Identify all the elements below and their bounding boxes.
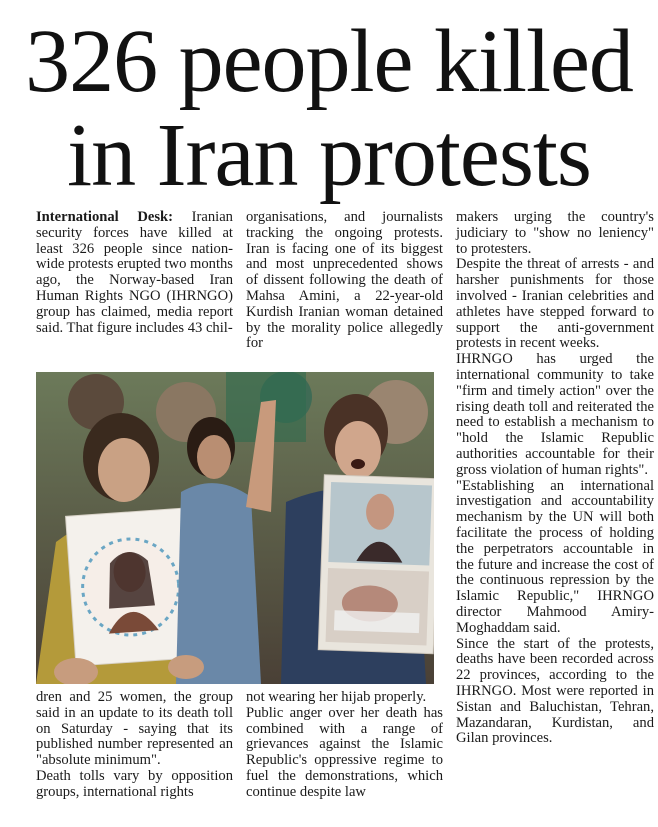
article-column-1-top bbox=[36, 210, 233, 370]
article-paragraph: dren and 25 women, the group said in an update to its death toll on Saturday - saying that its published number represented an "absolute minimum". bbox=[36, 689, 233, 769]
lead-text: Iranian security forces have killed at least 326 people since nation-wide protests erupted two months ago, the Norway-based Iran Human Rights NGO (IHRNGO) group has claimed, media report said. That figure includes 43 chil- bbox=[36, 209, 233, 336]
headline-line-1: 326 people killed bbox=[25, 12, 633, 111]
protest-photo bbox=[36, 372, 434, 684]
article-paragraph: Death tolls vary by opposition groups, international rights bbox=[36, 767, 233, 800]
article-column-2-top bbox=[246, 210, 443, 370]
article-paragraph: makers urging the country's judiciary to "show no leniency" to protesters. bbox=[456, 209, 654, 257]
headline-line-2: in Iran protests bbox=[67, 106, 591, 205]
article-column-2-bottom bbox=[246, 690, 443, 820]
dateline: International Desk: bbox=[36, 209, 174, 225]
article-paragraph: not wearing her hijab properly. bbox=[246, 689, 427, 705]
article-lead-paragraph bbox=[36, 210, 233, 336]
article-paragraph: "Establishing an international investigation and accountability mechanism by the UN will both facilitate the process of holding the perpetrators accountable in the future and increase the cost of the continuous repression by the Islamic Republic," IHRNGO director Mahmood Amiry-Moghaddam said. bbox=[456, 477, 654, 636]
article-paragraph: IHRNGO has urged the international community to take "firm and timely action" over the rising death toll and reiterated the need to establish a mechanism to "hold the Islamic Republic authorities accountable for their gross violation of human rights". bbox=[456, 351, 654, 478]
article-paragraph: Public anger over her death has combined with a range of grievances against the Islamic Republic's oppressive regime to fuel the demonstrations, which continue despite law bbox=[246, 704, 443, 800]
article-paragraph: organisations, and journalists tracking the ongoing protests. Iran is facing one of its biggest and most unprecedented shows of dissent following the death of Mahsa Amini, a 22-year-old Kurdish Iranian woman detained by the morality police allegedly for bbox=[246, 209, 443, 352]
protest-photo-illustration bbox=[36, 372, 434, 684]
article-paragraph: Despite the threat of arrests - and harsher punishments for those involved - Iranian celebrities and athletes have stepped forward to support the anti-government protests in recent weeks. bbox=[456, 256, 654, 352]
article-column-1-bottom bbox=[36, 690, 233, 820]
article-column-3 bbox=[456, 210, 654, 820]
article-paragraph: Since the start of the protests, deaths have been recorded across 22 provinces, according to the IHRNGO. Most were reported in Sistan and Baluchistan, Tehran, Mazandaran, Kurdistan, and Gilan provinces. bbox=[456, 635, 654, 747]
